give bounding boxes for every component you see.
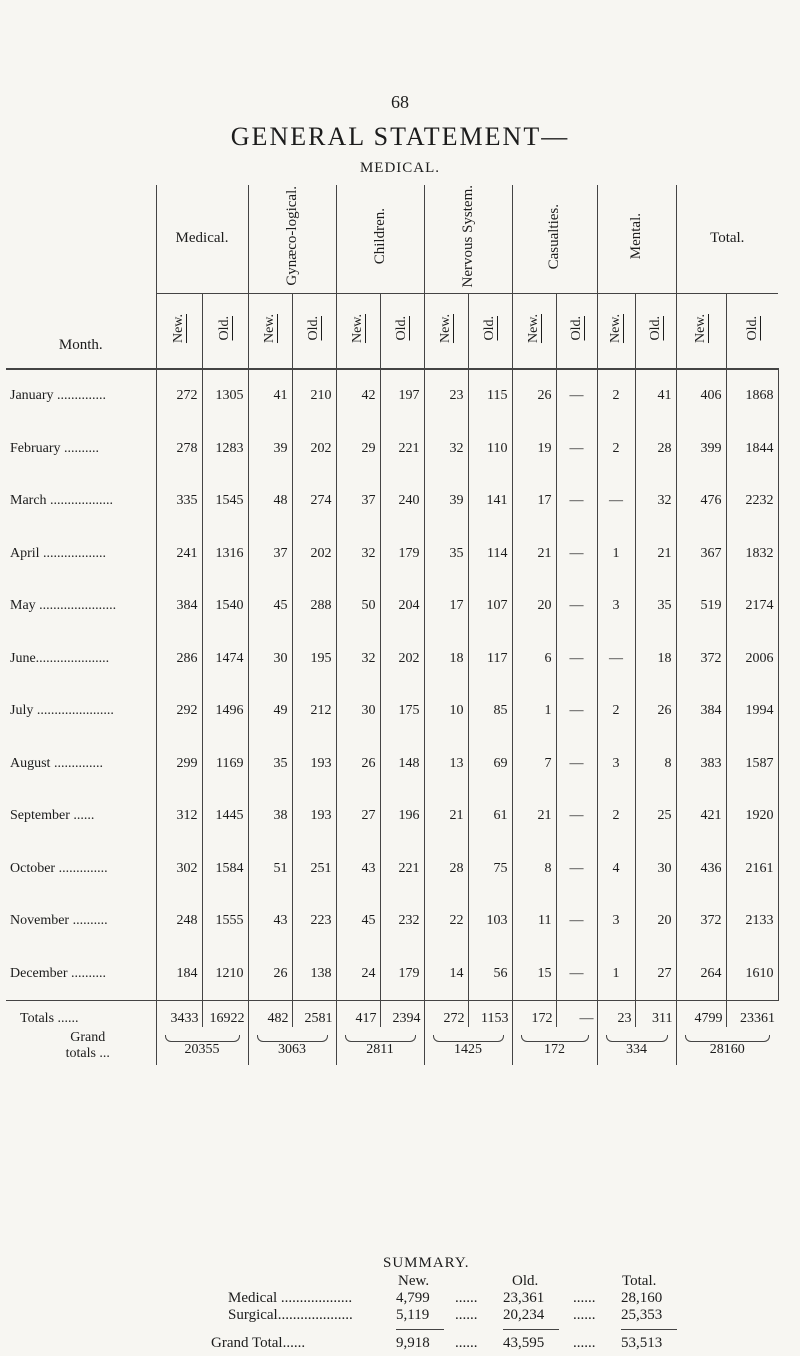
table-cell: 2006	[726, 633, 778, 686]
table-cell: 202	[292, 423, 336, 476]
table-cell: 30	[635, 843, 676, 896]
table-cell: 141	[468, 475, 512, 528]
table-cell: 26	[512, 369, 556, 423]
table-cell: 335	[156, 475, 202, 528]
totals-label: Totals ......	[6, 1001, 156, 1028]
summary-header-old: Old.	[512, 1273, 539, 1289]
month-label: October ..............	[10, 860, 108, 876]
table-cell: —	[556, 895, 597, 948]
month-label: August ..............	[10, 755, 103, 771]
table-cell: 232	[380, 895, 424, 948]
page-subtitle: MEDICAL.	[359, 160, 441, 176]
table-row	[6, 528, 778, 581]
summary-header-total: Total.	[622, 1273, 657, 1289]
table-cell: 272	[156, 369, 202, 423]
table-cell: 45	[248, 580, 292, 633]
grand-total-cell	[597, 1027, 676, 1065]
table-cell: 383	[676, 738, 726, 791]
table-cell: 110	[468, 423, 512, 476]
grand-total-value: 20355	[184, 1041, 220, 1057]
table-cell: 193	[292, 790, 336, 843]
table-cell: 23	[424, 369, 468, 423]
grand-totals-label: Grand totals ...	[65, 1029, 110, 1061]
table-cell: 32	[336, 633, 380, 686]
page-title: GENERAL STATEMENT—	[230, 122, 570, 151]
table-cell: 1994	[726, 685, 778, 738]
table-cell: 1445	[202, 790, 248, 843]
table-cell: 21	[512, 790, 556, 843]
table-cell: 292	[156, 685, 202, 738]
nervous-system-group-header: Nervous System.	[424, 185, 512, 293]
grand-total-value: 2811	[366, 1041, 394, 1057]
table-cell: 1868	[726, 369, 778, 423]
table-cell: 7	[512, 738, 556, 791]
table-cell: 39	[248, 423, 292, 476]
subheader-new: New.	[676, 293, 726, 369]
month-label: March ..................	[10, 493, 114, 509]
table-cell: 1	[597, 948, 635, 1001]
table-cell: 18	[635, 633, 676, 686]
table-cell: 35	[635, 580, 676, 633]
table-cell: 20	[512, 580, 556, 633]
totals-cell: —	[556, 1001, 597, 1028]
table-cell: 30	[336, 685, 380, 738]
subheader-old: Old.	[292, 293, 336, 369]
table-cell: —	[556, 790, 597, 843]
totals-cell: 272	[424, 1001, 468, 1028]
table-row	[6, 423, 778, 476]
gynaecological-group-header: Gynæco-logical.	[248, 185, 336, 293]
table-cell: 195	[292, 633, 336, 686]
totals-cell: 16922	[202, 1001, 248, 1028]
table-cell: —	[556, 843, 597, 896]
table-cell: —	[556, 738, 597, 791]
table-cell: 2133	[726, 895, 778, 948]
table-cell: 175	[380, 685, 424, 738]
table-cell: 1540	[202, 580, 248, 633]
table-cell: 43	[248, 895, 292, 948]
table-cell: 436	[676, 843, 726, 896]
table-cell: 11	[512, 895, 556, 948]
table-cell: 21	[424, 790, 468, 843]
table-cell: —	[556, 423, 597, 476]
table-cell: 28	[635, 423, 676, 476]
table-cell: 69	[468, 738, 512, 791]
children-group-header: Children.	[336, 185, 424, 293]
month-label: June.....................	[10, 650, 110, 666]
summary-rule-total	[621, 1329, 677, 1330]
table-cell: 2	[597, 369, 635, 423]
table-cell: 26	[336, 738, 380, 791]
summary-header-new: New.	[398, 1273, 430, 1289]
table-cell: 2	[597, 685, 635, 738]
table-cell: 8	[635, 738, 676, 791]
grand-total-cell	[156, 1027, 248, 1065]
table-cell: 148	[380, 738, 424, 791]
table-cell: —	[556, 685, 597, 738]
table-cell: 204	[380, 580, 424, 633]
month-label: September ......	[10, 808, 95, 824]
table-cell: —	[597, 475, 635, 528]
casualties-group-header: Casualties.	[512, 185, 597, 293]
table-row	[6, 369, 778, 423]
table-cell: 27	[336, 790, 380, 843]
grand-total-cell	[424, 1027, 512, 1065]
subheader-new: New.	[336, 293, 380, 369]
grand-total-cell	[512, 1027, 597, 1065]
table-cell: 1	[597, 528, 635, 581]
table-cell: 39	[424, 475, 468, 528]
table-cell: 241	[156, 528, 202, 581]
table-cell: 286	[156, 633, 202, 686]
table-cell: 406	[676, 369, 726, 423]
table-cell: —	[556, 948, 597, 1001]
table-cell: 1474	[202, 633, 248, 686]
grand-total-cell	[248, 1027, 336, 1065]
table-cell: 30	[248, 633, 292, 686]
brace-mark	[165, 1035, 240, 1042]
table-cell: 1316	[202, 528, 248, 581]
month-label: January ..............	[10, 388, 107, 404]
table-cell: 3	[597, 738, 635, 791]
brace-mark	[606, 1035, 668, 1042]
summary-rule-new	[396, 1329, 444, 1330]
table-cell: 1920	[726, 790, 778, 843]
table-cell: 35	[248, 738, 292, 791]
table-cell: 26	[635, 685, 676, 738]
table-cell: 13	[424, 738, 468, 791]
table-cell: —	[597, 633, 635, 686]
table-cell: 41	[248, 369, 292, 423]
table-cell: 179	[380, 528, 424, 581]
totals-cell: 172	[512, 1001, 556, 1028]
table-cell: 210	[292, 369, 336, 423]
table-cell: 212	[292, 685, 336, 738]
table-cell: 115	[468, 369, 512, 423]
grand-total-cell	[676, 1027, 778, 1065]
brace-mark	[433, 1035, 504, 1042]
table-cell: 4	[597, 843, 635, 896]
table-cell: —	[556, 633, 597, 686]
table-cell: 17	[512, 475, 556, 528]
table-cell: 196	[380, 790, 424, 843]
table-cell: 264	[676, 948, 726, 1001]
table-cell: 19	[512, 423, 556, 476]
table-cell: 519	[676, 580, 726, 633]
totals-cell: 2581	[292, 1001, 336, 1028]
subheader-old: Old.	[726, 293, 778, 369]
table-cell: 18	[424, 633, 468, 686]
table-cell: 278	[156, 423, 202, 476]
table-cell: 26	[248, 948, 292, 1001]
table-cell: —	[556, 580, 597, 633]
table-cell: 38	[248, 790, 292, 843]
table-cell: 75	[468, 843, 512, 896]
table-row	[6, 790, 778, 843]
table-cell: 197	[380, 369, 424, 423]
subheader-old: Old.	[635, 293, 676, 369]
table-cell: 2174	[726, 580, 778, 633]
table-cell: 61	[468, 790, 512, 843]
table-row	[6, 843, 778, 896]
table-cell: 51	[248, 843, 292, 896]
table-cell: 32	[336, 528, 380, 581]
table-cell: 50	[336, 580, 380, 633]
table-cell: 2	[597, 423, 635, 476]
subheader-old: Old.	[202, 293, 248, 369]
mental-group-header: Mental.	[597, 185, 676, 293]
table-cell: 367	[676, 528, 726, 581]
totals-cell: 311	[635, 1001, 676, 1028]
table-cell: 56	[468, 948, 512, 1001]
grand-total-value: 3063	[278, 1041, 306, 1057]
table-cell: 202	[292, 528, 336, 581]
table-cell: 1610	[726, 948, 778, 1001]
month-label: December ..........	[10, 965, 107, 981]
table-cell: 274	[292, 475, 336, 528]
summary-row-grand-total: Grand Total...... 9,918 ...... 43,595 ...... 53,513	[211, 1335, 663, 1351]
table-row	[6, 948, 778, 1001]
table-cell: 312	[156, 790, 202, 843]
table-cell: —	[556, 369, 597, 423]
table-cell: 1555	[202, 895, 248, 948]
month-label: April ..................	[10, 545, 107, 561]
month-label: May ......................	[10, 598, 117, 614]
grand-total-value: 28160	[709, 1041, 745, 1057]
summary-row-surgical: Surgical.................... 5,119 ...... 20,234 ...... 25,353	[228, 1307, 663, 1323]
table-cell: 384	[156, 580, 202, 633]
month-label: February ..........	[10, 440, 100, 456]
table-cell: 3	[597, 580, 635, 633]
table-cell: 21	[512, 528, 556, 581]
table-cell: 41	[635, 369, 676, 423]
totals-cell: 4799	[676, 1001, 726, 1028]
month-column-header: Month.	[6, 185, 156, 369]
table-row	[6, 738, 778, 791]
table-cell: 2161	[726, 843, 778, 896]
totals-cell: 417	[336, 1001, 380, 1028]
brace-mark	[521, 1035, 589, 1042]
table-cell: 221	[380, 843, 424, 896]
totals-row	[6, 1001, 778, 1028]
grand-total-cell	[336, 1027, 424, 1065]
month-label: November ..........	[10, 913, 108, 929]
subheader-old: Old.	[556, 293, 597, 369]
table-cell: 14	[424, 948, 468, 1001]
grand-total-value: 172	[544, 1041, 565, 1057]
table-cell: 1584	[202, 843, 248, 896]
grand-total-value: 334	[626, 1041, 647, 1057]
statistics-table	[6, 185, 779, 1065]
totals-cell: 23	[597, 1001, 635, 1028]
table-cell: 1496	[202, 685, 248, 738]
page-number: 68	[391, 92, 409, 112]
table-cell: 288	[292, 580, 336, 633]
subheader-new: New.	[597, 293, 635, 369]
table-cell: 223	[292, 895, 336, 948]
table-cell: 43	[336, 843, 380, 896]
summary-title: SUMMARY.	[383, 1255, 470, 1271]
table-cell: 193	[292, 738, 336, 791]
table-cell: 21	[635, 528, 676, 581]
subheader-old: Old.	[380, 293, 424, 369]
table-cell: 48	[248, 475, 292, 528]
subheader-old: Old.	[468, 293, 512, 369]
table-cell: 27	[635, 948, 676, 1001]
table-cell: 421	[676, 790, 726, 843]
table-cell: 1545	[202, 475, 248, 528]
table-cell: 114	[468, 528, 512, 581]
table-row	[6, 895, 778, 948]
brace-mark	[345, 1035, 416, 1042]
table-cell: 1	[512, 685, 556, 738]
table-cell: 221	[380, 423, 424, 476]
table-cell: 37	[248, 528, 292, 581]
table-cell: 1210	[202, 948, 248, 1001]
table-cell: 251	[292, 843, 336, 896]
table-cell: 29	[336, 423, 380, 476]
brace-mark	[685, 1035, 771, 1042]
table-cell: 476	[676, 475, 726, 528]
table-cell: 85	[468, 685, 512, 738]
table-cell: 1844	[726, 423, 778, 476]
table-cell: 117	[468, 633, 512, 686]
table-cell: 248	[156, 895, 202, 948]
subheader-new: New.	[156, 293, 202, 369]
table-cell: 1832	[726, 528, 778, 581]
table-cell: 1283	[202, 423, 248, 476]
table-cell: 32	[424, 423, 468, 476]
brace-mark	[257, 1035, 328, 1042]
grand-totals-row	[6, 1027, 778, 1065]
totals-cell: 482	[248, 1001, 292, 1028]
table-cell: 372	[676, 633, 726, 686]
table-cell: 2232	[726, 475, 778, 528]
table-cell: —	[556, 475, 597, 528]
summary-row-medical: Medical ................... 4,799 ...... 23,361 ...... 28,160	[228, 1290, 663, 1306]
table-cell: 138	[292, 948, 336, 1001]
table-cell: 202	[380, 633, 424, 686]
table-cell: 37	[336, 475, 380, 528]
table-cell: 15	[512, 948, 556, 1001]
table-cell: 372	[676, 895, 726, 948]
medical-group-header: Medical.	[156, 185, 248, 293]
table-cell: 302	[156, 843, 202, 896]
table-cell: 240	[380, 475, 424, 528]
table-cell: 299	[156, 738, 202, 791]
table-cell: 384	[676, 685, 726, 738]
table-cell: 8	[512, 843, 556, 896]
subheader-new: New.	[512, 293, 556, 369]
table-cell: 17	[424, 580, 468, 633]
table-cell: 179	[380, 948, 424, 1001]
totals-cell: 23361	[726, 1001, 778, 1028]
table-cell: 184	[156, 948, 202, 1001]
table-cell: 28	[424, 843, 468, 896]
table-cell: 35	[424, 528, 468, 581]
table-cell: 107	[468, 580, 512, 633]
totals-cell: 1153	[468, 1001, 512, 1028]
totals-cell: 3433	[156, 1001, 202, 1028]
subheader-new: New.	[248, 293, 292, 369]
table-row	[6, 580, 778, 633]
total-group-header: Total.	[676, 185, 778, 293]
totals-cell: 2394	[380, 1001, 424, 1028]
table-cell: 103	[468, 895, 512, 948]
table-cell: 1169	[202, 738, 248, 791]
table-cell: 1305	[202, 369, 248, 423]
table-cell: 1587	[726, 738, 778, 791]
summary-rule-old	[503, 1329, 559, 1330]
month-label: July ......................	[10, 703, 114, 719]
table-cell: 2	[597, 790, 635, 843]
table-cell: 24	[336, 948, 380, 1001]
table-cell: 20	[635, 895, 676, 948]
table-cell: —	[556, 528, 597, 581]
table-row	[6, 475, 778, 528]
grand-total-value: 1425	[454, 1041, 482, 1057]
table-cell: 22	[424, 895, 468, 948]
table-cell: 3	[597, 895, 635, 948]
table-row	[6, 633, 778, 686]
table-row	[6, 685, 778, 738]
table-cell: 32	[635, 475, 676, 528]
table-cell: 10	[424, 685, 468, 738]
table-cell: 399	[676, 423, 726, 476]
table-cell: 6	[512, 633, 556, 686]
table-cell: 49	[248, 685, 292, 738]
table-cell: 45	[336, 895, 380, 948]
table-cell: 25	[635, 790, 676, 843]
subheader-new: New.	[424, 293, 468, 369]
table-cell: 42	[336, 369, 380, 423]
